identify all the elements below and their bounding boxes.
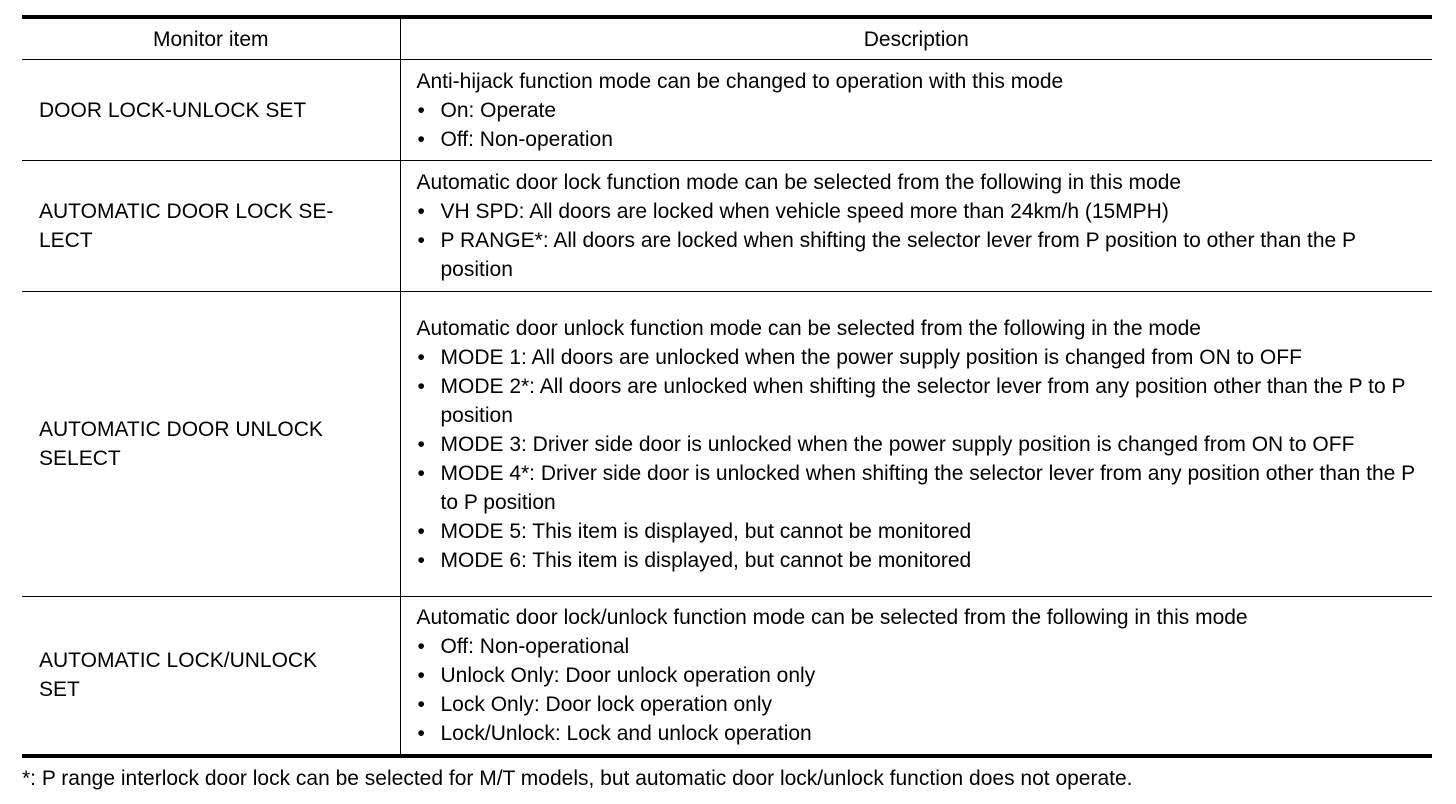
description-cell [400, 60, 1432, 161]
description-bullet-list [417, 197, 1419, 284]
footnote: *: P range interlock door lock can be selected for M/T models, but automatic door lock/unlock function does not operate. [22, 766, 1133, 790]
monitor-item-line: SELECT [39, 447, 121, 470]
table-row [22, 597, 1432, 756]
monitor-item-line: AUTOMATIC DOOR LOCK SE- [39, 200, 334, 223]
monitor-item-line: AUTOMATIC LOCK/UNLOCK [39, 649, 318, 673]
monitor-item-cell [22, 292, 400, 597]
description-bullet: • MODE 6: This item is displayed, but cannot be monitored [417, 546, 1419, 575]
description-cell [400, 161, 1432, 292]
table-row [22, 60, 1432, 161]
header-monitor-item: Monitor item [22, 17, 400, 60]
description-bullet: • Lock Only: Door lock operation only [417, 690, 1419, 719]
description-bullet: • MODE 2*: All doors are unlocked when shifting the selector lever from any position other than the P to P position [417, 372, 1419, 430]
table-header-row [22, 17, 1432, 60]
description-bullet: • VH SPD: All doors are locked when vehicle speed more than 24km/h (15MPH) [417, 197, 1419, 226]
monitor-item-cell [22, 60, 400, 161]
description-bullet: • On: Operate [417, 96, 1419, 125]
description-bullet: • Off: Non-operational [417, 632, 1419, 661]
description-bullet: • P RANGE*: All doors are locked when shifting the selector lever from P position to other than the P position [417, 226, 1419, 284]
table-row [22, 292, 1432, 597]
description-intro: Automatic door unlock function mode can be selected from the following in the mode [416, 316, 1201, 340]
description-intro: Anti-hijack function mode can be changed to operation with this mode [416, 69, 1064, 93]
header-description: Description [400, 17, 1432, 60]
monitor-item-line: DOOR LOCK-UNLOCK SET [39, 98, 307, 122]
description-bullet: • MODE 3: Driver side door is unlocked when the power supply position is changed from ON to OFF [417, 430, 1419, 459]
description-bullet: • Lock/Unlock: Lock and unlock operation [417, 719, 1419, 748]
monitor-item-line: LECT [39, 229, 93, 252]
description-bullet: • MODE 5: This item is displayed, but cannot be monitored [417, 517, 1419, 546]
monitor-item-cell [22, 597, 400, 756]
description-bullet: • Off: Non-operation [417, 125, 1419, 154]
document-page [22, 15, 1432, 793]
description-bullet-list [417, 343, 1419, 575]
table-row [22, 161, 1432, 292]
monitor-item-line: SET [39, 678, 80, 702]
monitor-item-table [22, 15, 1432, 758]
description-intro: Automatic door lock function mode can be selected from the following in this mode [416, 171, 1182, 194]
description-cell [400, 292, 1432, 597]
description-bullet-list [417, 632, 1419, 748]
description-bullet: • MODE 1: All doors are unlocked when the power supply position is changed from ON to OFF [417, 343, 1419, 372]
description-intro: Automatic door lock/unlock function mode can be selected from the following in this mode [416, 605, 1248, 629]
description-bullet: • MODE 4*: Driver side door is unlocked when shifting the selector lever from any position other than the P to P position [417, 459, 1419, 517]
description-bullet: • Unlock Only: Door unlock operation only [417, 661, 1419, 690]
monitor-item-line: AUTOMATIC DOOR UNLOCK [39, 418, 323, 441]
description-bullet-list [417, 96, 1419, 154]
description-cell [400, 597, 1432, 756]
monitor-item-cell [22, 161, 400, 292]
